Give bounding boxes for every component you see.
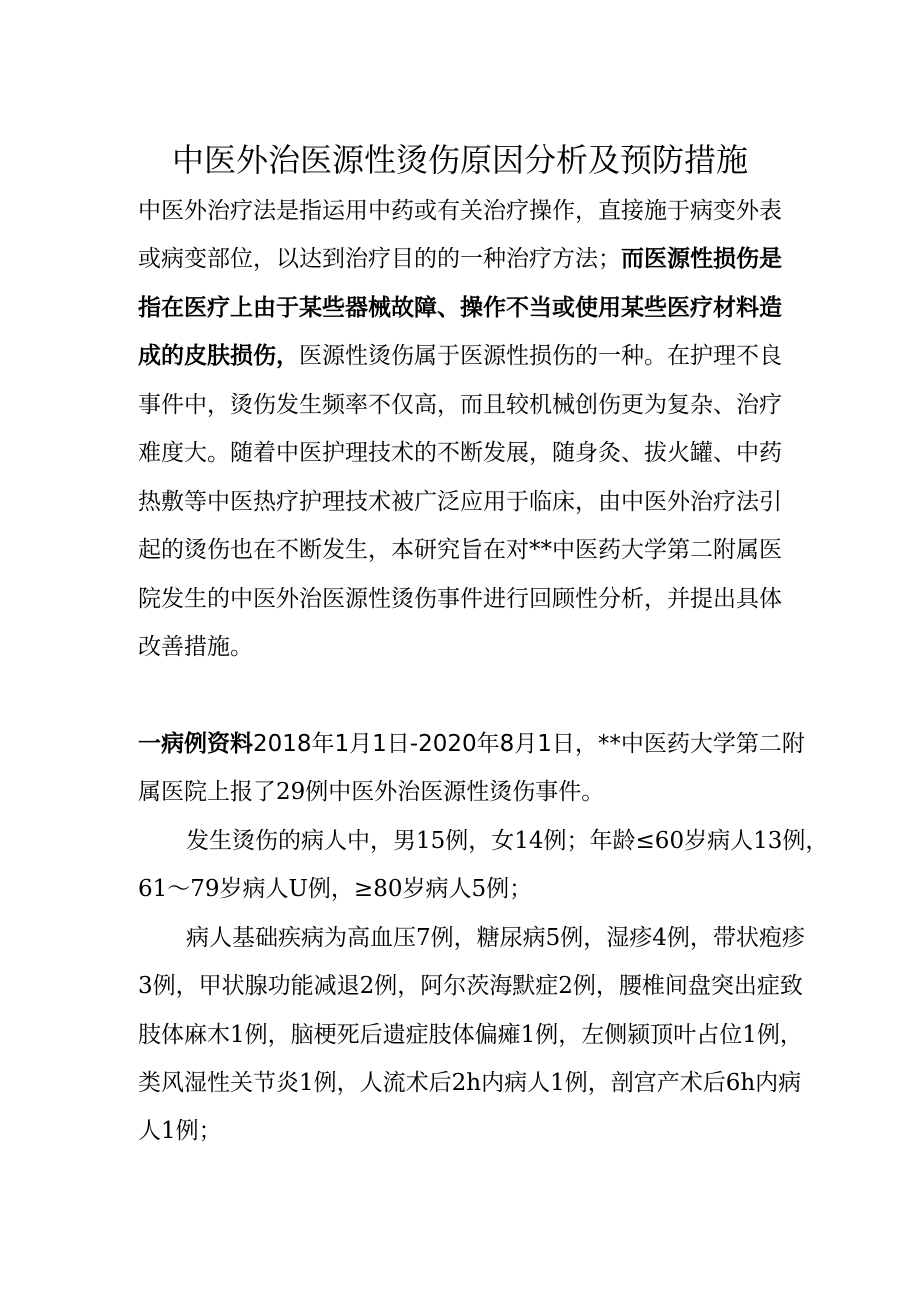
intro-line-9: 院发生的中医外治医源性烫伤事件进行回顾性分析，并提出具体 xyxy=(138,586,782,612)
para3-line-4: 类风湿性关节炎1例，人流术后2h内病人1例，剖宫产术后6h内病 xyxy=(138,1070,802,1096)
para2-line-2: 61～79岁病人U例，≥80岁病人5例； xyxy=(138,876,533,902)
intro-line-7: 热敷等中医热疗护理技术被广泛应用于临床，由中医外治疗法引 xyxy=(138,489,782,515)
intro-line-4-bold: 成的皮肤损伤， xyxy=(138,343,299,369)
para2-line-1: 发生烫伤的病人中，男15例，女14例；年龄≤60岁病人13例， xyxy=(186,828,829,854)
section1-heading: 一病例资料 xyxy=(138,731,253,757)
intro-line-10: 改善措施。 xyxy=(138,634,253,660)
intro-line-4-plain: 医源性烫伤属于医源性损伤的一种。在护理不良 xyxy=(299,343,782,369)
intro-line-8: 起的烫伤也在不断发生，本研究旨在对**中医药大学第二附属医 xyxy=(138,537,782,563)
para3-line-1: 病人基础疾病为高血压7例，糖尿病5例，湿疹4例，带状疱疹 xyxy=(186,925,805,951)
intro-line-2 xyxy=(138,242,782,276)
intro-line-2-bold: 而医源性损伤是 xyxy=(621,246,782,272)
para3-line-5: 人1例； xyxy=(138,1118,222,1144)
section1-line-1-rest: 2018年1月1日-2020年8月1日，**中医药大学第二附 xyxy=(253,731,805,757)
para3-line-2: 3例，甲状腺功能减退2例，阿尔茨海默症2例，腰椎间盘突出症致 xyxy=(138,973,803,999)
intro-line-4 xyxy=(138,339,782,373)
section1-line-1 xyxy=(138,727,805,761)
intro-line-3: 指在医疗上由于某些器械故障、操作不当或使用某些医疗材料造 xyxy=(138,295,782,321)
section1-line-2: 属医院上报了29例中医外治医源性烫伤事件。 xyxy=(138,779,605,805)
intro-line-6: 难度大。随着中医护理技术的不断发展，随身灸、拔火罐、中药 xyxy=(138,440,782,466)
intro-line-1: 中医外治疗法是指运用中药或有关治疗操作，直接施于病变外表 xyxy=(138,198,782,224)
intro-line-2-plain: 或病变部位，以达到治疗目的的一种治疗方法； xyxy=(138,246,621,272)
intro-line-5: 事件中，烫伤发生频率不仅高，而且较机械创伤更为复杂、治疗 xyxy=(138,392,782,418)
para3-line-3: 肢体麻木1例，脑梗死后遗症肢体偏瘫1例，左侧颍顶叶占位1例， xyxy=(138,1022,803,1048)
document-title: 中医外治医源性烫伤原因分析及预防措施 xyxy=(171,141,748,179)
